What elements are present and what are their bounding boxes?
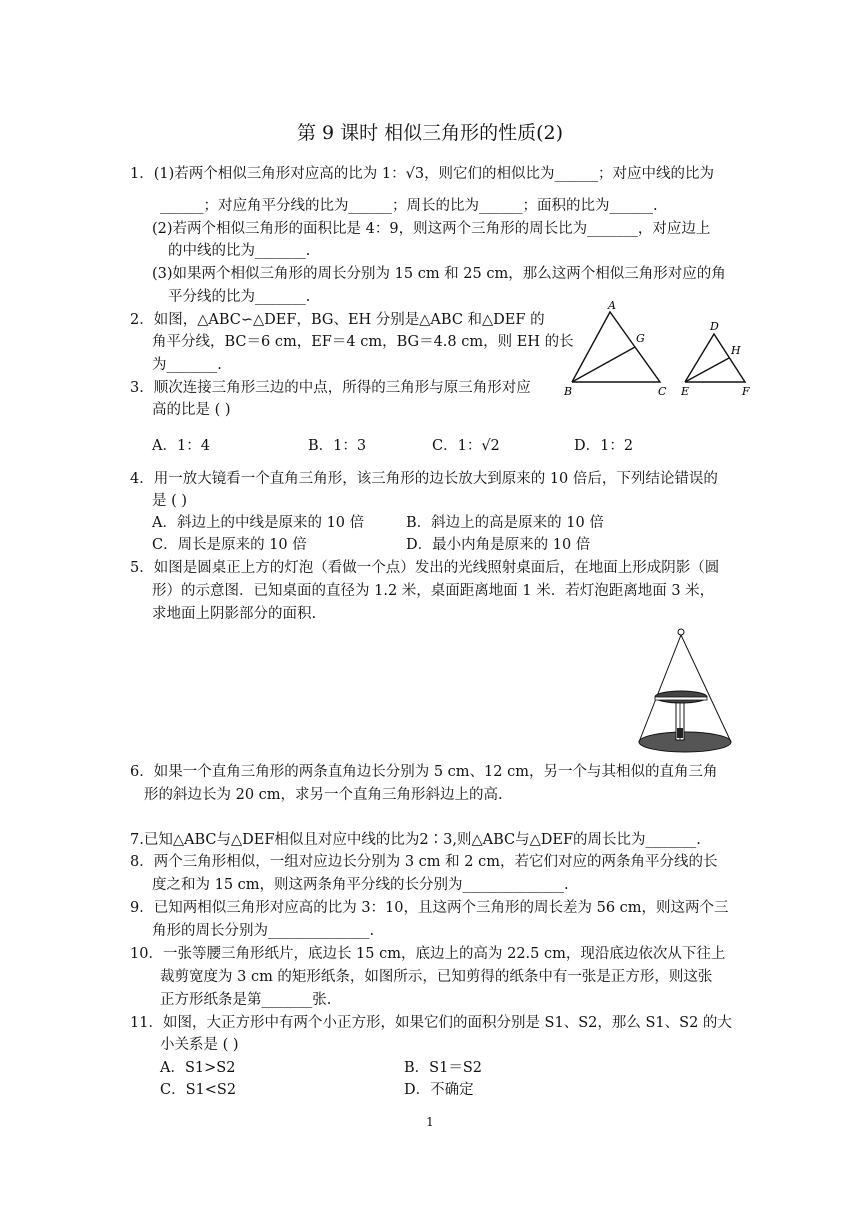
label-d: D [710, 320, 719, 333]
q7-line1: 7.已知△ABC与△DEF相似且对应中线的比为2∶3,则△ABC与△DEF的周长比为_______. [130, 832, 701, 848]
q10-line2: 裁剪宽度为 3 cm 的矩形纸条，如图所示，已知剪得的纸条中有一张是正方形，则这张 [160, 969, 713, 985]
q4-option-a: A．斜边上的中线是原来的 10 倍 [152, 515, 365, 531]
q11-option-a: A．S1>S2 [160, 1060, 236, 1076]
q5-line2: 形）的示意图．已知桌面的直径为 1.2 米，桌面距离地面 1 米．若灯泡距离地面 3 米， [152, 583, 715, 599]
q6-line1: 6．如果一个直角三角形的两条直角边长分别为 5 cm、12 cm，另一个与其相似的直角三角 [130, 764, 718, 780]
q4-option-c: C．周长是原来的 10 倍 [152, 537, 307, 553]
q11-line2: 小关系是 ( ) [160, 1037, 239, 1053]
q11-option-c: C．S1<S2 [160, 1082, 237, 1098]
q3-option-c: C．1：√2 [432, 438, 500, 454]
label-c: C [658, 385, 667, 398]
page-title: 第 9 课时 相似三角形的性质(2) [296, 122, 564, 144]
q9-line2: 角形的周长分别为______________. [152, 923, 375, 939]
q6-line2: 形的斜边长为 20 cm，求另一个直角三角形斜边上的高. [144, 787, 503, 803]
q11-line1: 11．如图，大正方形中有两个小正方形，如果它们的面积分别是 S1、S2，那么 S1、S2 的大 [130, 1015, 732, 1031]
q4-option-b: B．斜边上的高是原来的 10 倍 [406, 515, 604, 531]
q11-option-d: D．不确定 [404, 1082, 474, 1098]
label-h: H [731, 344, 741, 357]
page-number: 1 [426, 1115, 434, 1129]
q8-line1: 8．两个三角形相似，一组对应边长分别为 3 cm 和 2 cm，若它们对应的两条角平分线的长 [130, 854, 718, 870]
label-f: F [742, 385, 750, 398]
triangles-figure [562, 296, 762, 400]
q5-line3: 求地面上阴影部分的面积. [152, 606, 317, 622]
label-e: E [681, 385, 690, 398]
q10-line1: 10．一张等腰三角形纸片，底边长 15 cm，底边上的高为 22.5 cm，现沿底边依次从下往上 [130, 946, 726, 962]
q1-line1: 1．(1)若两个相似三角形对应高的比为 1：√3，则它们的相似比为______；对应中线的比为 [130, 166, 715, 182]
q4-line2: 是 ( ) [152, 493, 188, 509]
q3-option-d: D．1：2 [574, 438, 634, 454]
label-b: B [564, 385, 573, 398]
q8-line2: 度之和为 15 cm，则这两条角平分线的长分别为______________. [152, 877, 569, 893]
q4-option-d: D．最小内角是原来的 10 倍 [406, 537, 591, 553]
q1-line2: ______；对应角平分线的比为______；周长的比为______；面积的比为______. [160, 198, 658, 214]
q1-part3-line1: (3)如果两个相似三角形的周长分别为 15 cm 和 25 cm，那么这两个相似三角形对应的角 [152, 266, 726, 282]
q2-line1: 2．如图，△ABC∽△DEF，BG、EH 分别是△ABC 和△DEF 的 [130, 312, 545, 328]
q1-part2-line1: (2)若两个相似三角形的面积比是 4：9，则这两个三角形的周长比为_______，对应边上 [152, 221, 711, 237]
q3-option-b: B．1：3 [308, 438, 367, 454]
q9-line1: 9．已知两相似三角形对应高的比为 3：10，且这两个三角形的周长差为 56 cm，则这两个三 [130, 900, 729, 916]
q3-line1: 3．顺次连接三角形三边的中点，所得的三角形与原三角形对应 [130, 380, 531, 396]
q5-line1: 5．如图是圆桌正上方的灯泡（看做一个点）发出的光线照射桌面后，在地面上形成阴影（圆 [130, 560, 720, 576]
lamp-table-figure [630, 624, 740, 758]
q4-line1: 4．用一放大镜看一个直角三角形，该三角形的边长放大到原来的 10 倍后，下列结论错误的 [130, 471, 718, 487]
q2-line2: 角平分线，BC＝6 cm，EF＝4 cm，BG＝4.8 cm，则 EH 的长 [152, 334, 574, 350]
q11-option-b: B．S1＝S2 [404, 1060, 482, 1076]
q1-part3-line2: 平分线的比为_______. [168, 289, 311, 305]
label-g: G [636, 332, 645, 345]
q3-line2: 高的比是 ( ) [152, 402, 231, 418]
label-a: A [608, 299, 616, 312]
q3-option-a: A．1：4 [152, 438, 210, 454]
q1-part2-line2: 的中线的比为_______. [168, 243, 311, 259]
q10-line3: 正方形纸条是第_______张. [160, 992, 332, 1008]
q2-line3: 为_______. [152, 357, 222, 373]
